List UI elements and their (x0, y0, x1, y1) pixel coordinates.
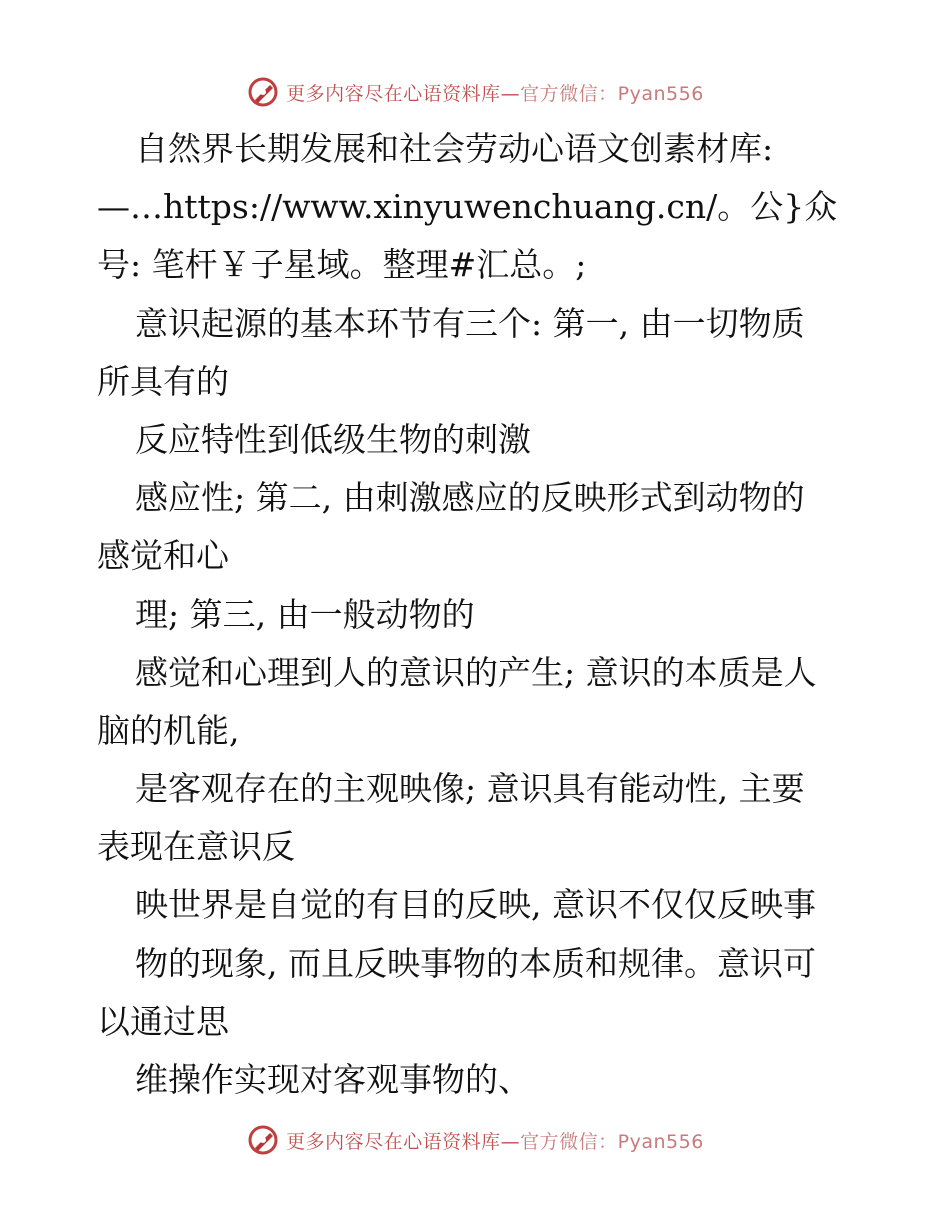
text-line: 所具有的 (97, 361, 229, 401)
document-body (97, 120, 857, 1109)
pen-logo-icon (246, 75, 280, 109)
text-line: 是客观存在的主观映像; 意识具有能动性, 主要 (135, 769, 805, 809)
text-line: —…https://www.xinyuwenchuang.cn/。公}众 (97, 187, 838, 227)
text-line: 感觉和心 (97, 536, 229, 576)
text-line: 意识起源的基本环节有三个: 第一, 由一切物质 (135, 303, 805, 343)
text-line: 物的现象, 而且反映事物的本质和规律。意识可 (135, 943, 816, 983)
footer-banner (0, 1120, 950, 1160)
text-line: 反应特性到低级生物的刺激 (135, 419, 531, 459)
text-line: 维操作实现对客观事物的、 (135, 1060, 531, 1099)
banner-dash: — (500, 1130, 521, 1153)
text-line: 以通过思 (97, 1001, 229, 1041)
text-line: 脑的机能, (97, 710, 240, 750)
text-line: 映世界是自觉的有目的反映, 意识不仅仅反映事 (135, 885, 816, 925)
pen-logo-icon (246, 1123, 280, 1157)
text-line: 自然界长期发展和社会劳动心语文创素材库: (135, 129, 774, 168)
banner-title: 更多内容尽在心语资料库 (286, 82, 501, 105)
text-line: 感应性; 第二, 由刺激感应的反映形式到动物的 (135, 478, 805, 518)
banner-dash: — (500, 82, 521, 105)
banner-contact: 官方微信：Pyan556 (520, 1130, 704, 1153)
text-line: 号: 笔杆￥子星域。整理#汇总。; (97, 245, 587, 285)
banner-title: 更多内容尽在心语资料库 (286, 1130, 501, 1153)
header-banner (0, 72, 950, 112)
text-line: 表现在意识反 (97, 827, 295, 867)
text-line: 感觉和心理到人的意识的产生; 意识的本质是人 (135, 652, 817, 692)
banner-contact: 官方微信：Pyan556 (520, 82, 704, 105)
text-line: 理; 第三, 由一般动物的 (135, 594, 475, 634)
